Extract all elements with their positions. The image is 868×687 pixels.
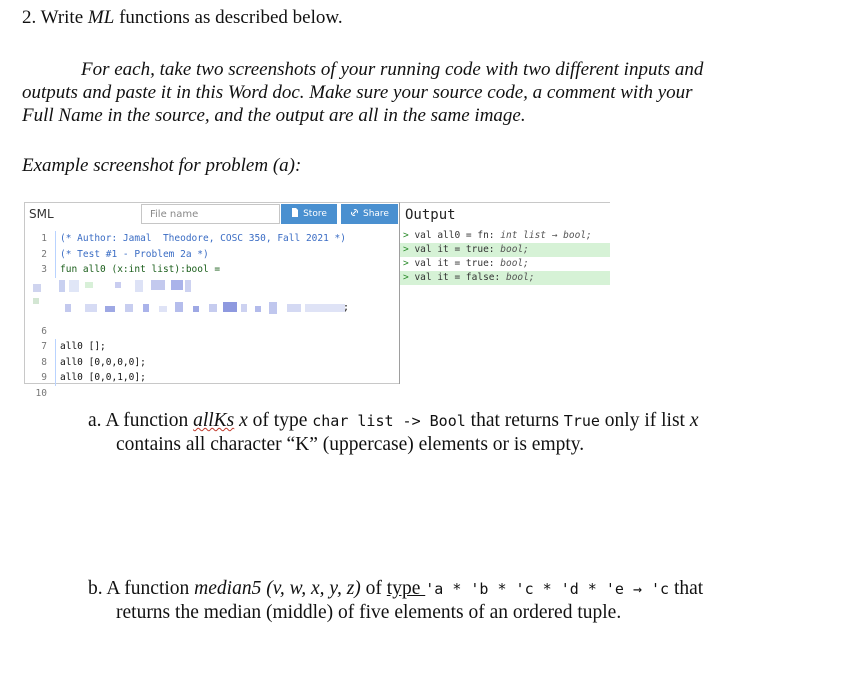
type-signature: 'a * 'b * 'c * 'd * 'e → 'c	[425, 580, 670, 598]
question-heading	[22, 7, 343, 29]
heading-text: 2. Write	[22, 7, 88, 28]
instruction-line: For each, take two screenshots of your running code with two different inputs and	[81, 59, 704, 80]
output-line: > val it = true: bool;	[400, 243, 610, 257]
type-word: type	[386, 578, 426, 599]
code-line	[25, 324, 399, 340]
blurred-code-region	[25, 278, 399, 324]
line-number: 2	[41, 248, 47, 260]
output-text: val all0 = fn:	[414, 230, 501, 241]
line-number: 1	[41, 233, 47, 244]
output-line: > val it = true: bool;	[403, 258, 529, 269]
share-label: Share	[363, 209, 389, 219]
output-panel	[399, 202, 610, 384]
output-text: val it = false:	[414, 272, 506, 283]
problem-a	[88, 409, 848, 457]
output-lines	[400, 229, 610, 285]
code-text: ;	[343, 301, 350, 313]
problem-b	[88, 577, 848, 625]
code-line	[25, 262, 399, 278]
output-line: > val all0 = fn: int list → bool;	[403, 230, 592, 241]
share-button[interactable]	[341, 204, 398, 224]
code-text: all0 [];	[60, 341, 106, 352]
output-title: Output	[405, 207, 456, 223]
instruction-line: Full Name in the source, and the output are all in the same image.	[22, 105, 526, 126]
code-line	[25, 247, 399, 263]
instruction-line: outputs and paste it in this Word doc. Make sure your source code, a comment with your	[22, 82, 693, 103]
code-text: fun all0 (x:int list):bool =	[60, 264, 221, 275]
code-area[interactable]	[25, 231, 399, 401]
output-text: val it = true:	[414, 258, 501, 269]
true-keyword: True	[563, 412, 600, 430]
file-icon	[291, 208, 299, 220]
line-number: 7	[41, 341, 47, 352]
instructions-paragraph	[22, 58, 842, 127]
store-label: Store	[303, 209, 327, 219]
line-number: 9	[41, 372, 47, 383]
code-text: (* Test #1 - Problem 2a *)	[60, 248, 209, 260]
line-number: 10	[35, 387, 47, 399]
function-name: allKs	[193, 410, 235, 431]
code-text: (* Author: Jamal Theodore, COSC 350, Fall 2021 *)	[60, 233, 346, 244]
store-button[interactable]	[281, 204, 337, 224]
problem-a-line1: a. A function allKs x of type char list -> Bool that returns True only if list x	[88, 410, 699, 431]
line-number: 8	[41, 356, 47, 368]
output-type: bool;	[500, 244, 529, 255]
code-line	[25, 386, 399, 402]
code-line	[25, 355, 399, 371]
code-text: all0 [0,0,0,0];	[60, 356, 146, 368]
output-type: bool;	[505, 272, 535, 283]
link-icon	[350, 208, 359, 220]
output-line: > val it = false: bool;	[400, 271, 610, 285]
function-name: median5 (v, w, x, y, z)	[194, 578, 361, 599]
code-line	[25, 339, 399, 355]
code-line	[25, 370, 399, 386]
problem-b-line2: returns the median (middle) of five elements of an ordered tuple.	[116, 602, 622, 623]
output-text: val it = true:	[414, 244, 501, 255]
file-name-input[interactable]: File name	[141, 204, 280, 224]
line-number: 6	[41, 325, 47, 337]
code-line	[25, 231, 399, 247]
problem-a-line2: contains all character “K” (uppercase) elements or is empty.	[116, 434, 585, 455]
editor-title: SML	[29, 207, 54, 221]
code-text: all0 [0,0,1,0];	[60, 372, 146, 383]
example-label: Example screenshot for problem (a):	[22, 155, 302, 176]
output-type: int list → bool;	[500, 230, 592, 241]
type-signature: char list -> Bool	[312, 412, 466, 430]
heading-text-end: functions as described below.	[114, 7, 343, 28]
problem-b-line1: b. A function median5 (v, w, x, y, z) of type 'a * 'b * 'c * 'd * 'e → 'c that	[88, 578, 704, 599]
sml-screenshot	[24, 202, 610, 399]
heading-ml: ML	[87, 7, 115, 28]
output-type: bool;	[500, 258, 529, 269]
line-number: 3	[41, 264, 47, 275]
code-editor-panel	[24, 202, 399, 399]
